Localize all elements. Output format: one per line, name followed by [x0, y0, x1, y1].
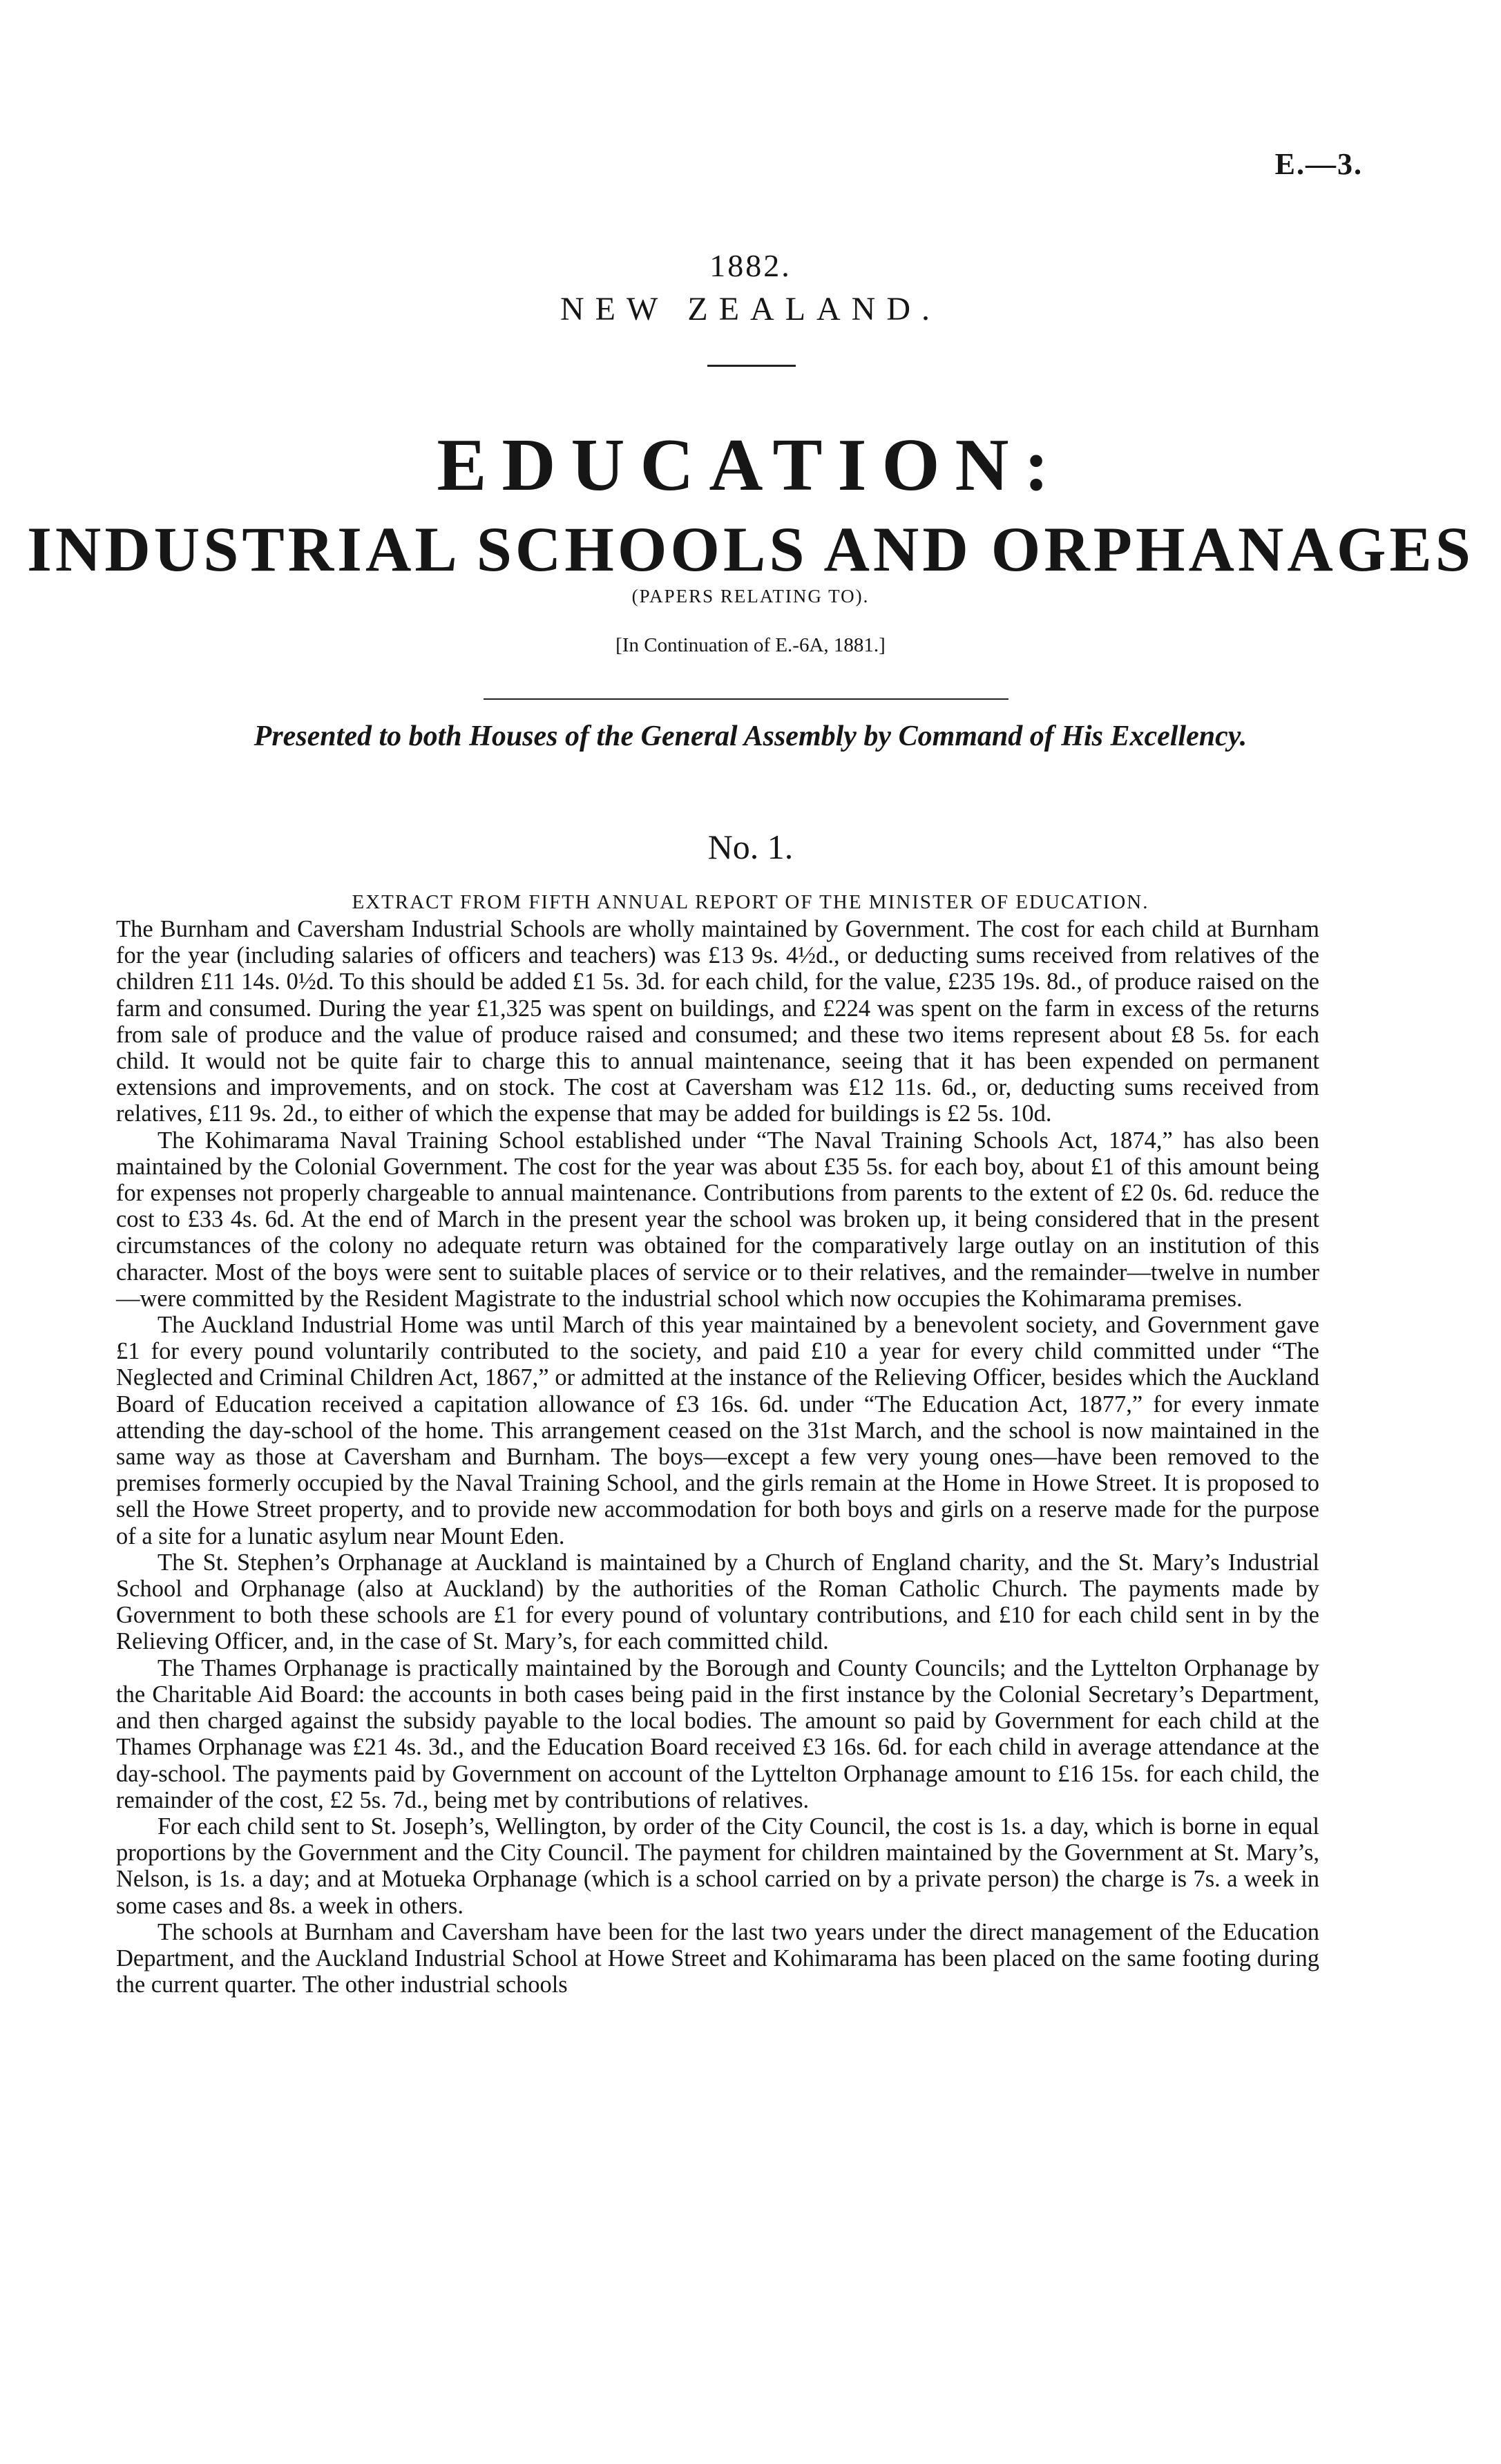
paper-code: E.—3.	[1274, 147, 1363, 181]
paragraph: The Kohimarama Naval Training School established under “The Naval Training Schools Act, 1874,” has also been maintained by the Colonial Government. The cost for the year was about £35 5s. for each boy, about £1 of this amount being for expenses not properly chargeable to annual maintenance. Contributions from parents to the extent of £2 0s. 6d. reduce the cost to £33 4s. 6d. At the end of March in the present year the school was broken up, it being considered that in the present circumstances of the colony no adequate return was obtained for the comparatively large outlay on an institution of this character. Most of the boys were sent to suitable places of service or to their relatives, and the remainder—twelve in number—were committed by the Resident Magistrate to the industrial school which now occupies the Kohimarama premises.	[116, 1127, 1319, 1312]
paragraph: The schools at Burnham and Caversham have been for the last two years under the direct management of the Education Department, and the Auckland Industrial School at Howe Street and Kohimarama has been placed on the same footing during the current quarter. The other industrial schools	[116, 1918, 1319, 1998]
document-subtitle: INDUSTRIAL SCHOOLS AND ORPHANAGES	[27, 514, 1474, 584]
paragraph: The St. Stephen’s Orphanage at Auckland is maintained by a Church of England charity, and the St. Mary’s Industrial School and Orphanage (also at Auckland) by the authorities of the Roman Catholic Church. The payments made by Government to both these schools are £1 for every pound of voluntary contributions, and £10 for each child sent in by the Relieving Officer, and, in the case of St. Mary’s, for each committed child.	[116, 1549, 1319, 1655]
papers-relating: (PAPERS RELATING TO).	[631, 586, 870, 607]
section-number: No. 1.	[707, 828, 794, 866]
year: 1882.	[709, 248, 792, 283]
body-text	[116, 916, 1319, 1998]
paragraph: The Burnham and Caversham Industrial Schools are wholly maintained by Government. The cost for each child at Burnham for the year (including salaries of officers and teachers) was £13 9s. 4½d., or deducting sums received from relatives of the children £11 14s. 0½d. To this should be added £1 5s. 3d. for each child, for the value, £235 19s. 8d., of produce raised on the farm and consumed. During the year £1,325 was spent on buildings, and £224 was spent on the farm in excess of the returns from sale of produce and the value of produce raised and consumed; and these two items represent about £8 5s. for each child. It would not be quite fair to charge this to annual maintenance, seeing that it has been expended on permanent extensions and improvements, and on stock. The cost at Caversham was £12 11s. 6d., or, deducting sums received from relatives, £11 9s. 2d., to either of which the expense that may be added for buildings is £2 5s. 10d.	[116, 916, 1319, 1127]
title-divider	[484, 698, 1008, 700]
document-title: EDUCATION:	[437, 424, 1064, 506]
paragraph: The Thames Orphanage is practically maintained by the Borough and County Councils; and the Lyttelton Orphanage by the Charitable Aid Board: the accounts in both cases being paid in the first instance by the Colonial Secretary’s Department, and then charged against the subsidy payable to the local bodies. The amount so paid by Government for each child at the Thames Orphanage was £21 4s. 3d., and the Education Board received £3 16s. 6d. for each child in average attendance at the day-school. The payments paid by Government on account of the Lyttelton Orphanage amount to £16 15s. for each child, the remainder of the cost, £2 5s. 7d., being met by contributions of relatives.	[116, 1654, 1319, 1813]
continuation-note: [In Continuation of E.-6A, 1881.]	[615, 634, 886, 656]
paragraph: For each child sent to St. Joseph’s, Wellington, by order of the City Council, the cost is 1s. a day, which is borne in equal proportions by the Government and the City Council. The payment for children maintained by the Government at St. Mary’s, Nelson, is 1s. a day; and at Motueka Orphanage (which is a school carried on by a private person) the charge is 7s. a week in some cases and 8s. a week in others.	[116, 1813, 1319, 1919]
paragraph: The Auckland Industrial Home was until March of this year maintained by a benevolent society, and Government gave £1 for every pound voluntarily contributed to the society, and paid £10 a year for every child committed under “The Neglected and Criminal Children Act, 1867,” or admitted at the instance of the Relieving Officer, besides which the Auckland Board of Education received a capitation allowance of £3 16s. 6d. under “The Education Act, 1877,” for every inmate attending the day-school of the home. This arrangement ceased on the 31st March, and the school is now maintained in the same way as those at Caversham and Burnham. The boys—except a few very young ones—have been removed to the premises formerly occupied by the Naval Training School, and the girls remain at the Home in Howe Street. It is proposed to sell the Howe Street property, and to provide new accommodation for both boys and girls on a reserve made for the purpose of a site for a lunatic asylum near Mount Eden.	[116, 1312, 1319, 1549]
section-heading: EXTRACT FROM FIFTH ANNUAL REPORT OF THE MINISTER OF EDUCATION.	[352, 891, 1149, 913]
header-divider	[707, 365, 796, 367]
country: NEW ZEALAND.	[560, 291, 941, 327]
presented-line: Presented to both Houses of the General Assembly by Command of His Excellency.	[254, 720, 1247, 752]
